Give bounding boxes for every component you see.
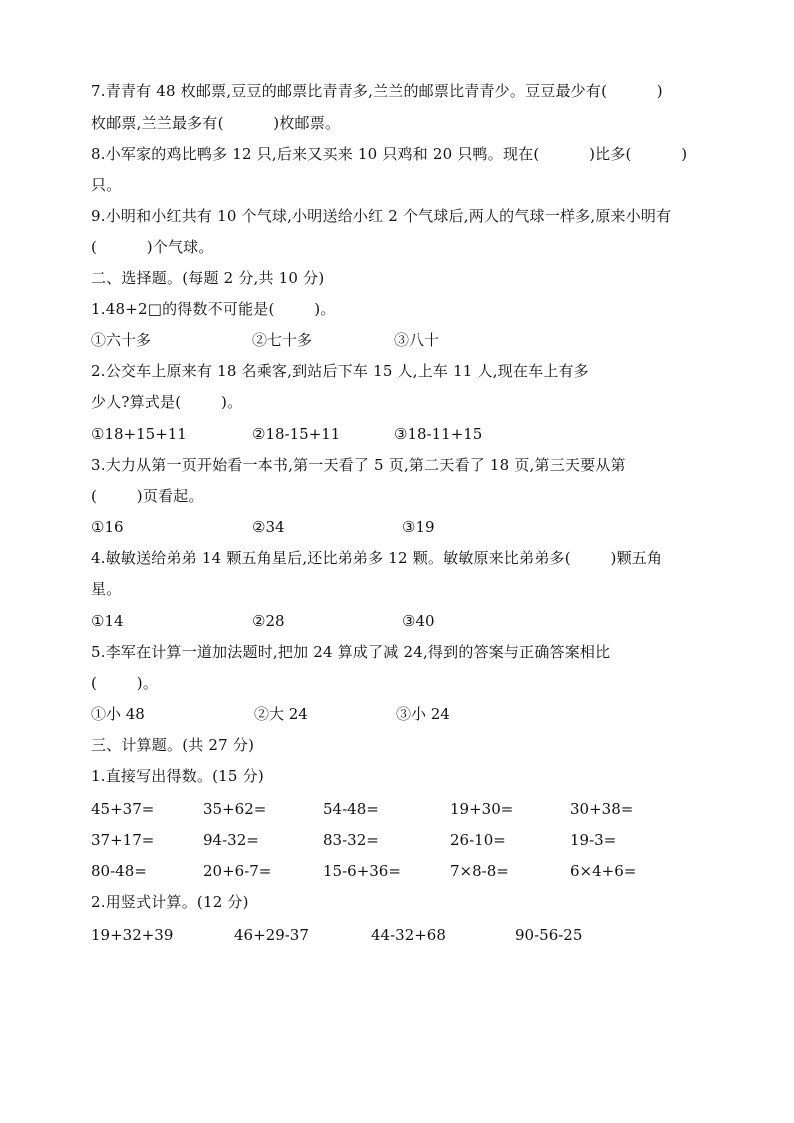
calc-item: 54-48= <box>323 800 379 818</box>
calc-item: 15-6+36= <box>323 862 401 880</box>
s2-q4-stem-line1: 4.敏敏送给弟弟 14 颗五角星后,还比弟弟多 12 颗。敏敏原来比弟弟多( )颗五角 <box>91 549 663 567</box>
calc-item: 19+30= <box>450 800 514 818</box>
s2-q4-stem-line2: 星。 <box>91 580 122 598</box>
option-1: ①小 48 <box>91 705 145 723</box>
vertical-calc-item: 44-32+68 <box>371 926 446 944</box>
calc-item: 20+6-7= <box>203 862 272 880</box>
calc-item: 83-32= <box>323 831 379 849</box>
option-2: ②34 <box>252 518 285 536</box>
option-1: ①14 <box>91 612 124 630</box>
calc-item: 37+17= <box>91 831 155 849</box>
q7-line2: 枚邮票,兰兰最多有( )枚邮票。 <box>91 114 341 132</box>
s2-q3-stem-line2: ( )页看起。 <box>91 487 204 505</box>
s2-q2-stem-line1: 2.公交车上原来有 18 名乘客,到站后下车 15 人,上车 11 人,现在车上有多 <box>91 362 589 380</box>
calc-item: 45+37= <box>91 800 155 818</box>
option-3: ③八十 <box>394 331 440 349</box>
vertical-calc-item: 19+32+39 <box>91 926 174 944</box>
calc-item: 26-10= <box>450 831 506 849</box>
option-3: ③40 <box>402 612 435 630</box>
q9-line1: 9.小明和小红共有 10 个气球,小明送给小红 2 个气球后,两人的气球一样多,原来小明有 <box>91 207 672 225</box>
s2-q1-options <box>91 330 731 350</box>
q7-line1: 7.青青有 48 枚邮票,豆豆的邮票比青青多,兰兰的邮票比青青少。豆豆最少有( ) <box>91 82 663 100</box>
calc-item: 94-32= <box>203 831 259 849</box>
section3-title: 三、计算题。(共 27 分) <box>91 736 255 754</box>
s2-q3-options <box>91 517 731 537</box>
calc-row <box>91 830 731 850</box>
calc-item: 35+62= <box>203 800 267 818</box>
option-2: ②18-15+11 <box>252 425 341 443</box>
calc-row <box>91 799 731 819</box>
vertical-calc-item: 46+29-37 <box>234 926 309 944</box>
calc-item: 80-48= <box>91 862 147 880</box>
vertical-calc-item: 90-56-25 <box>515 926 583 944</box>
s2-q5-options <box>91 704 731 724</box>
s2-q4-options <box>91 611 731 631</box>
q9-line2: ( )个气球。 <box>91 238 214 256</box>
q8-line1: 8.小军家的鸡比鸭多 12 只,后来又买来 10 只鸡和 20 只鸭。现在( )比多( ) <box>91 145 688 163</box>
calc-row <box>91 861 731 881</box>
calc-item: 6×4+6= <box>570 862 637 880</box>
section2-title: 二、选择题。(每题 2 分,共 10 分) <box>91 269 325 287</box>
calc-item: 19-3= <box>570 831 617 849</box>
s2-q3-stem-line1: 3.大力从第一页开始看一本书,第一天看了 5 页,第二天看了 18 页,第三天要从第 <box>91 456 626 474</box>
vertical-calc-row <box>91 925 731 945</box>
option-1: ①18+15+11 <box>91 425 187 443</box>
option-1: ①六十多 <box>91 331 152 349</box>
s3-p2-title: 2.用竖式计算。(12 分) <box>91 893 249 911</box>
s2-q2-stem-line2: 少人?算式是( )。 <box>91 393 243 411</box>
s3-p1-title: 1.直接写出得数。(15 分) <box>91 767 264 785</box>
option-3: ③18-11+15 <box>394 425 483 443</box>
option-3: ③19 <box>402 518 435 536</box>
s2-q5-stem-line2: ( )。 <box>91 674 159 692</box>
q8-line2: 只。 <box>91 176 122 194</box>
calc-item: 30+38= <box>570 800 634 818</box>
s2-q5-stem-line1: 5.李军在计算一道加法题时,把加 24 算成了减 24,得到的答案与正确答案相比 <box>91 643 611 661</box>
option-2: ②大 24 <box>254 705 308 723</box>
option-3: ③小 24 <box>396 705 450 723</box>
s2-q1-stem: 1.48+2□的得数不可能是( )。 <box>91 300 336 318</box>
s2-q2-options <box>91 424 731 444</box>
option-2: ②七十多 <box>252 331 313 349</box>
calc-item: 7×8-8= <box>450 862 509 880</box>
option-2: ②28 <box>252 612 285 630</box>
option-1: ①16 <box>91 518 124 536</box>
